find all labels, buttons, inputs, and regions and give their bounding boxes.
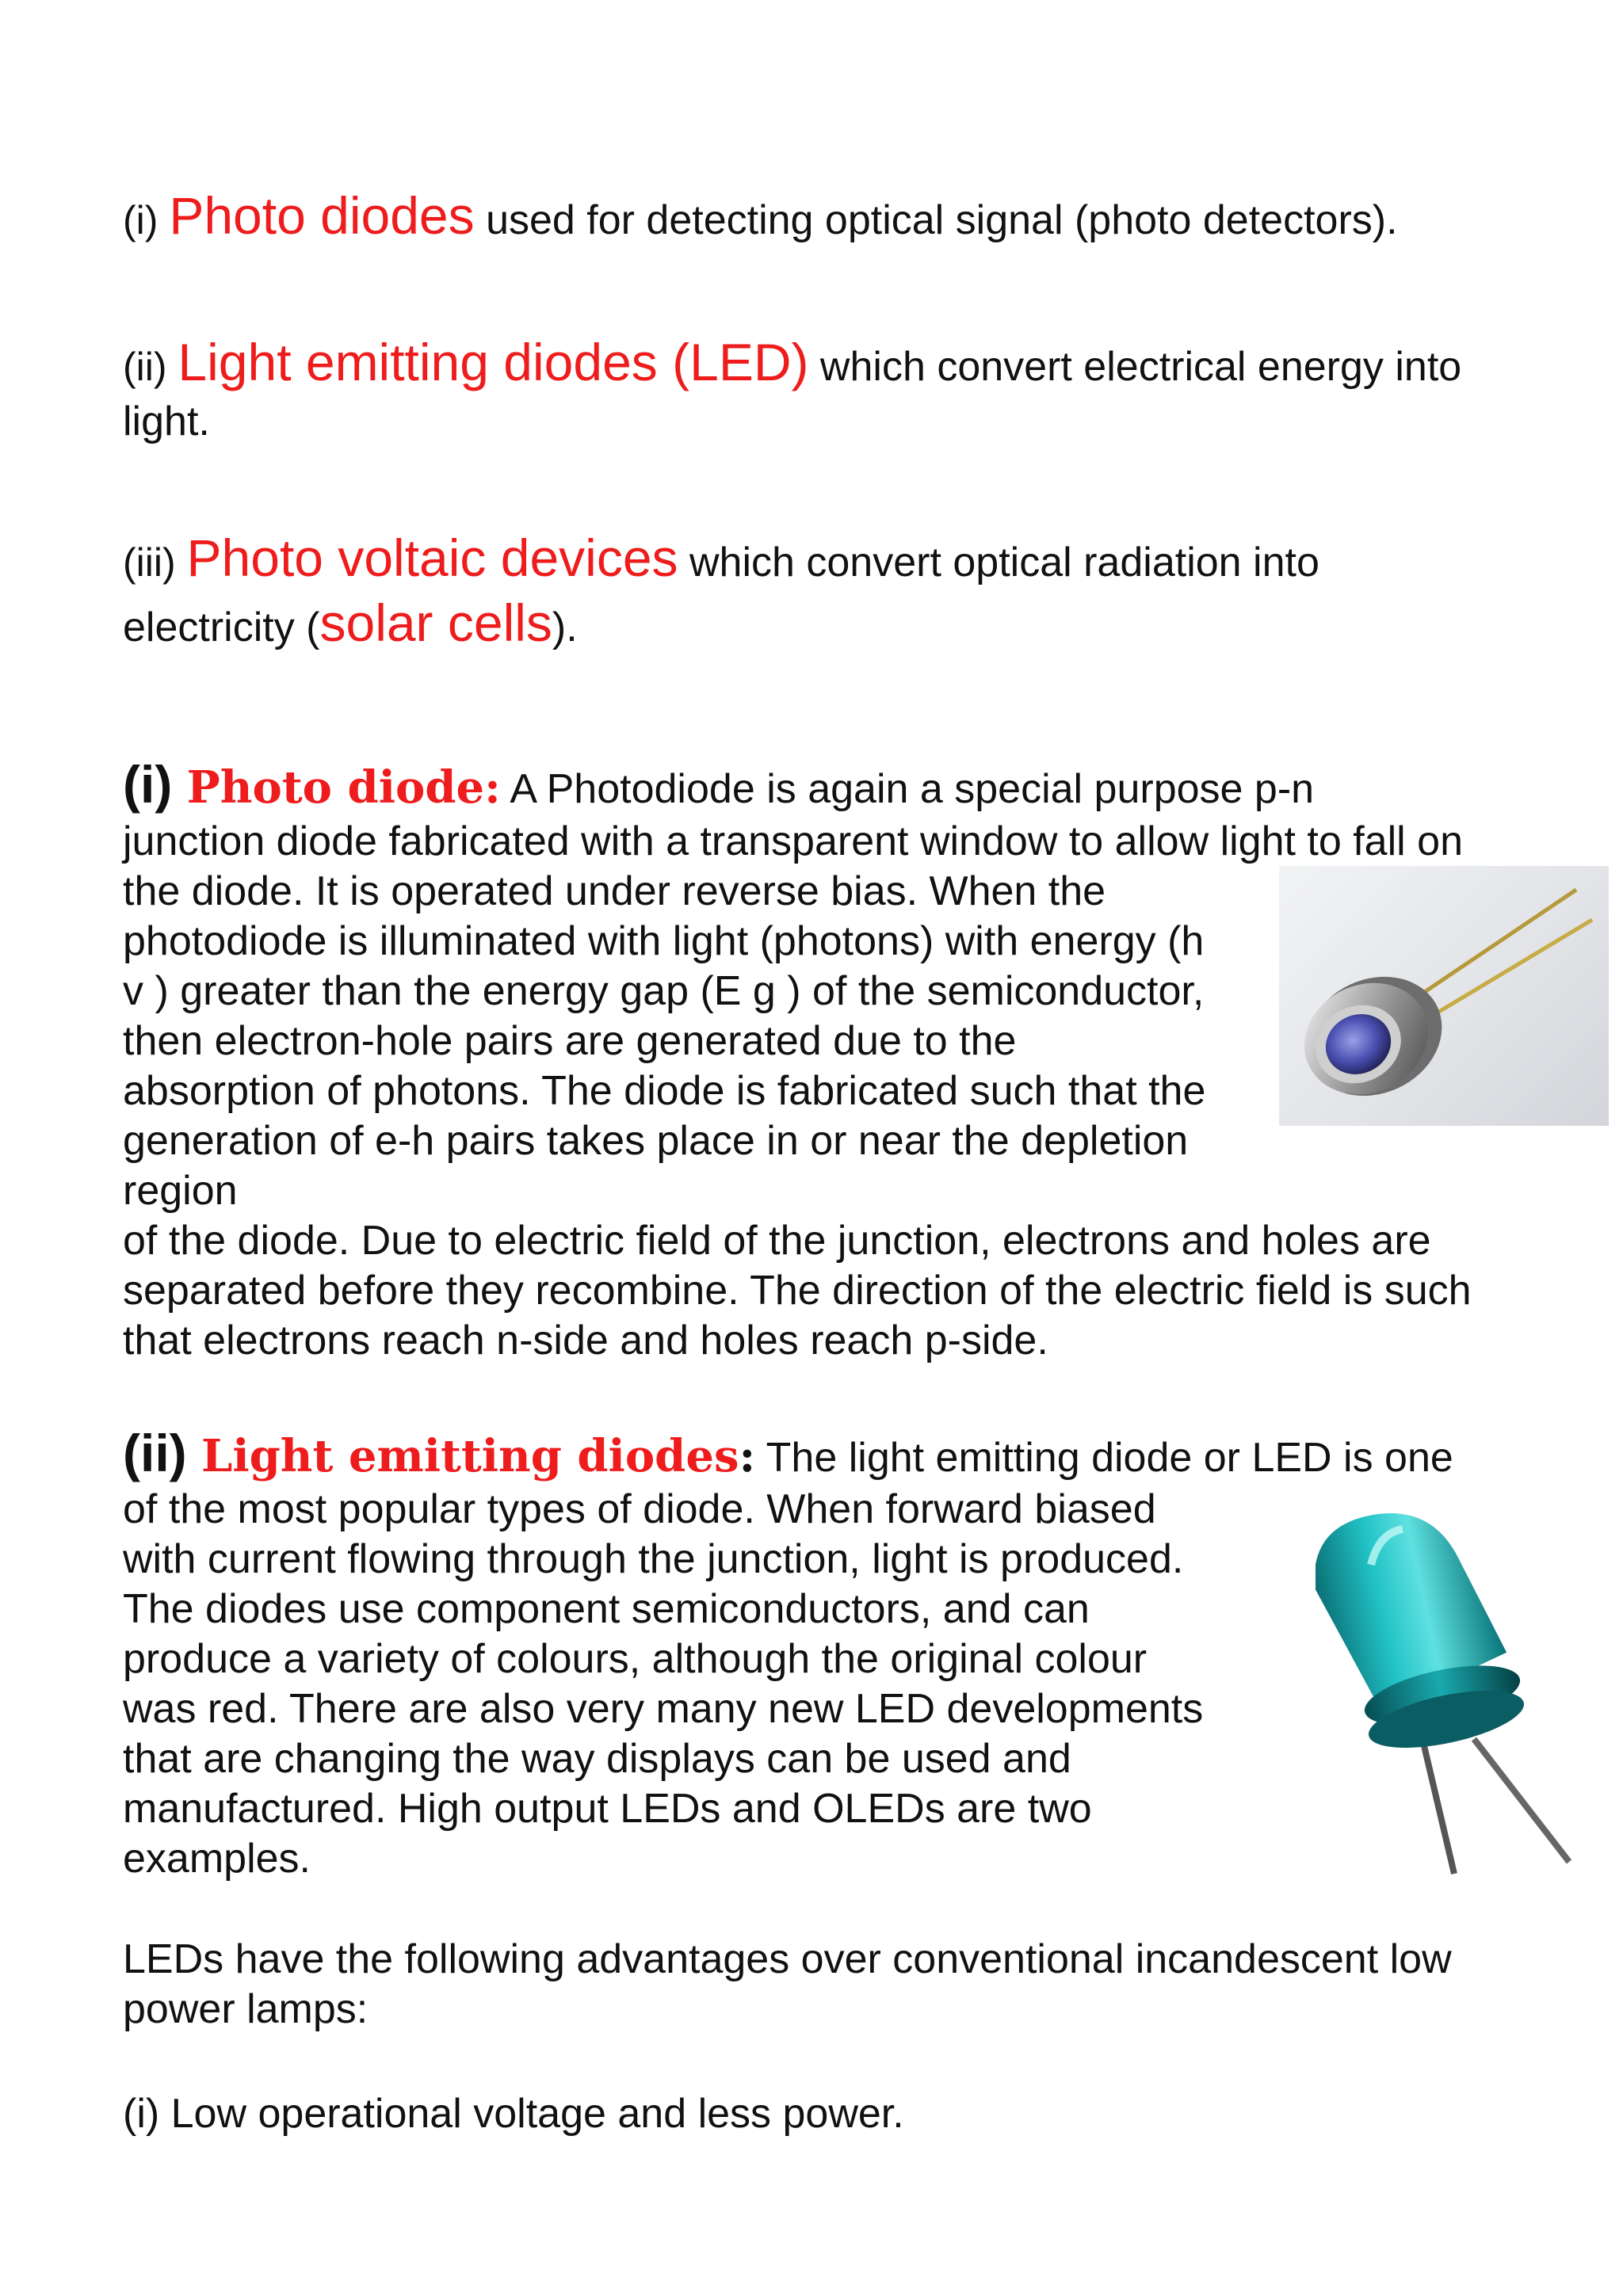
list-text: electricity (	[123, 605, 320, 650]
paragraph-line: examples.	[123, 1836, 311, 1882]
list-prefix: (i)	[123, 198, 170, 242]
advantages-intro: LEDs have the following advantages over conventional incandescent low	[123, 1936, 1452, 1982]
paragraph-line: of the diode. Due to electric field of the junction, electrons and holes are	[123, 1218, 1431, 1264]
list-text: used for detecting optical signal (photo detectors).	[474, 197, 1398, 243]
paragraph-line: v ) greater than the energy gap (E g ) of the semiconductor,	[123, 968, 1205, 1014]
paragraph-line: of the most popular types of diode. When forward biased	[123, 1486, 1156, 1532]
advantages-intro-continued: power lamps:	[123, 1986, 369, 2032]
section-heading: Photo diode:	[186, 761, 501, 814]
paragraph-line: that are changing the way displays can be used and	[123, 1736, 1071, 1782]
list-text: which convert electrical energy into	[808, 344, 1462, 390]
section-heading: Light emitting diodes	[200, 1430, 739, 1482]
heading-colon: :	[739, 1430, 756, 1482]
paragraph-line: then electron-hole pairs are generated due to the	[123, 1018, 1017, 1064]
paragraph-line: region	[123, 1168, 238, 1214]
list-prefix: (ii)	[123, 345, 178, 389]
solar-cells-term: solar cells	[319, 593, 552, 652]
paragraph-line: The light emitting diode or LED is one	[755, 1435, 1453, 1481]
led-image	[1316, 1501, 1593, 1882]
paragraph-line: with current flowing through the junction, light is produced.	[123, 1536, 1184, 1582]
paragraph-line: photodiode is illuminated with light (photons) with energy (h	[123, 918, 1205, 964]
paragraph-line: was red. There are also very many new LED developments	[123, 1686, 1204, 1732]
section-label: (ii)	[123, 1424, 201, 1482]
list-item-led-continued: light.	[123, 399, 210, 444]
paragraph-line: generation of e-h pairs takes place in or near the depletion	[123, 1118, 1189, 1164]
list-item-photo-diodes	[123, 186, 1398, 246]
paragraph-line: that electrons reach n-side and holes reach p-side.	[123, 1318, 1048, 1363]
paragraph-line: absorption of photons. The diode is fabricated such that the	[123, 1068, 1206, 1114]
paragraph-line: junction diode fabricated with a transparent window to allow light to fall on	[123, 818, 1463, 864]
paragraph-line: the diode. It is operated under reverse bias. When the	[123, 868, 1106, 914]
photodiode-image	[1279, 866, 1609, 1126]
advantage-item: (i) Low operational voltage and less power.	[123, 2091, 904, 2137]
list-term: Photo diodes	[169, 186, 475, 245]
section-label: (i)	[123, 755, 187, 814]
paragraph-line: The diodes use component semiconductors, and can	[123, 1586, 1090, 1632]
list-text: which convert optical radiation into	[678, 540, 1319, 585]
paragraph-line: separated before they recombine. The direction of the electric field is such	[123, 1268, 1472, 1314]
led-heading-line	[123, 1424, 1453, 1483]
list-prefix: (iii)	[123, 540, 187, 585]
list-text: ).	[552, 605, 578, 650]
list-term: Photo voltaic devices	[186, 528, 678, 587]
list-term: Light emitting diodes (LED)	[178, 333, 809, 391]
photodiode-heading-line	[123, 755, 1315, 814]
list-item-photovoltaic	[123, 528, 1319, 588]
paragraph-line: produce a variety of colours, although the original colour	[123, 1636, 1148, 1682]
list-item-led	[123, 333, 1462, 392]
paragraph-line: A Photodiode is again a special purpose p-n	[500, 766, 1315, 812]
list-item-photovoltaic-continued	[123, 593, 578, 653]
paragraph-line: manufactured. High output LEDs and OLEDs are two	[123, 1786, 1092, 1832]
